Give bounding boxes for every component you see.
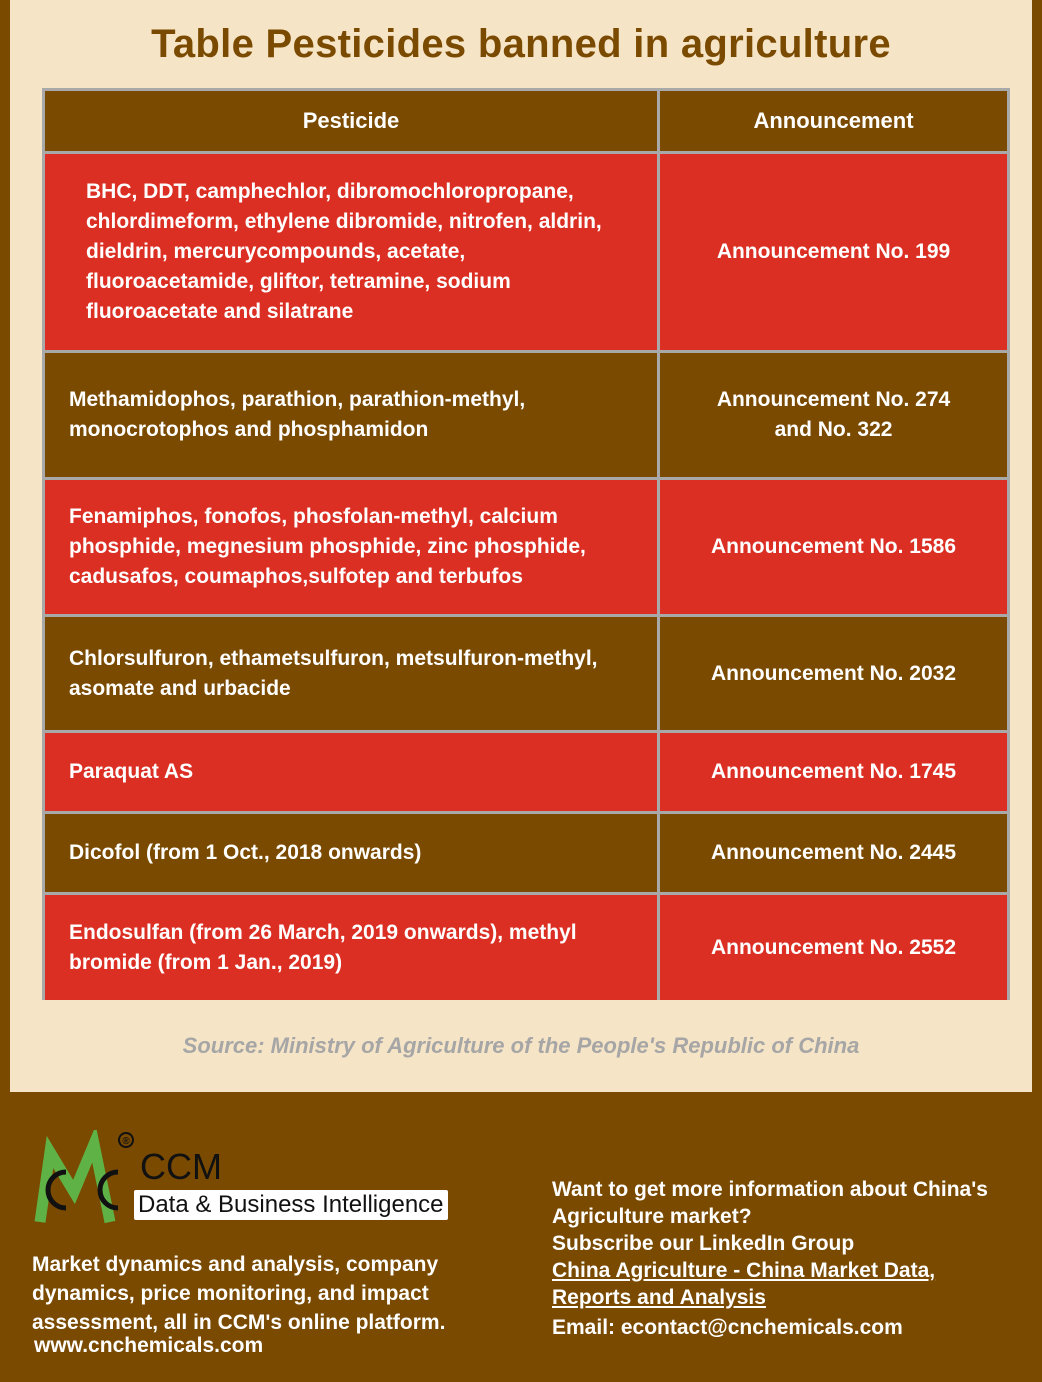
table-row [45, 895, 1007, 1000]
pesticide-cell: BHC, DDT, camphechlor, dibromochloropropane, chlordimeform, ethylene dibromide, nitrofen, aldrin, dieldrin, mercurycompounds, acetate, fluoroacetamide, gliftor, tetramine, sodium fluoroacetate and silatrane [45, 154, 657, 350]
table-row [45, 480, 1007, 614]
registered-mark: ® [122, 1136, 130, 1147]
contact-email[interactable]: Email: econtact@cnchemicals.com [552, 1316, 903, 1339]
header-announcement: Announcement [660, 91, 1007, 151]
announcement-cell: Announcement No. 199 [660, 154, 1007, 350]
announcement-cell: Announcement No. 2552 [660, 895, 1007, 1000]
content-panel [10, 0, 1032, 1092]
announcement-cell: Announcement No. 2032 [660, 617, 1007, 730]
table-row [45, 617, 1007, 730]
linkedin-group-link-line2[interactable]: Reports and Analysis [552, 1286, 766, 1309]
table-row [45, 353, 1007, 477]
announcement-cell: Announcement No. 274 and No. 322 [660, 353, 1007, 477]
pesticide-cell: Endosulfan (from 26 March, 2019 onwards), methyl bromide (from 1 Jan., 2019) [45, 895, 657, 1000]
pesticide-cell: Chlorsulfuron, ethametsulfuron, metsulfuron-methyl, asomate and urbacide [45, 617, 657, 730]
linkedin-group-link-line1[interactable]: China Agriculture - China Market Data, [552, 1259, 936, 1282]
pesticide-cell: Paraquat AS [45, 733, 657, 811]
logo-name: CCM [140, 1146, 222, 1187]
pesticide-cell: Fenamiphos, fonofos, phosfolan-methyl, calcium phosphide, megnesium phosphide, zinc phosphide, cadusafos, coumaphos,sulfotep and terbufos [45, 480, 657, 614]
announcement-cell: Announcement No. 1586 [660, 480, 1007, 614]
page-title: Table Pesticides banned in agriculture [151, 22, 891, 66]
pesticide-cell: Dicofol (from 1 Oct., 2018 onwards) [45, 814, 657, 892]
source-note: Source: Ministry of Agriculture of the People's Republic of China [182, 1033, 860, 1058]
platform-blurb: Market dynamics and analysis, company dynamics, price monitoring, and impact assessment, all in CCM's online platform. [32, 1253, 446, 1334]
logo-tagline: Data & Business Intelligence [134, 1190, 448, 1220]
table-row [45, 154, 1007, 350]
pesticide-cell: Methamidophos, parathion, parathion-methyl, monocrotophos and phosphamidon [45, 353, 657, 477]
website-link[interactable]: www.cnchemicals.com [34, 1334, 264, 1357]
cta-subscribe: Subscribe our LinkedIn Group [552, 1232, 855, 1255]
table-row [45, 733, 1007, 811]
cta-question: Want to get more information about China's Agriculture market? [552, 1178, 988, 1228]
pesticides-table [42, 88, 1010, 1000]
table-row [45, 814, 1007, 892]
announcement-cell: Announcement No. 2445 [660, 814, 1007, 892]
header-pesticide: Pesticide [45, 91, 657, 151]
linkedin-cta [552, 1176, 1032, 1311]
table-header-row [45, 91, 1007, 151]
announcement-cell: Announcement No. 1745 [660, 733, 1007, 811]
ccm-logo [26, 1130, 506, 1230]
ccm-logo-icon [26, 1130, 136, 1230]
